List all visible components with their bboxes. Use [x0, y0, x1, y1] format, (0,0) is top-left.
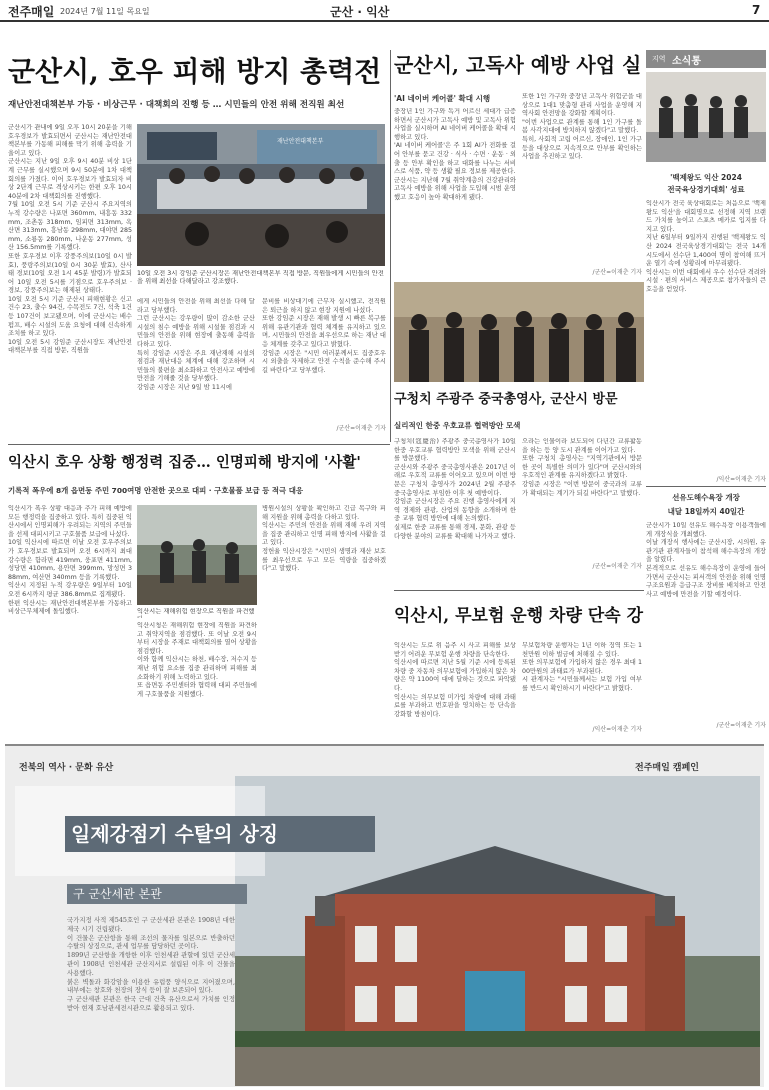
story1-caption: 10일 오전 3시 강임준 군산시장은 재난안전대책본부 직접 방문, 직원들에게 시민들의 안전을 위해 최선을 다해달라고 강조했다.	[137, 270, 384, 286]
sidebar-item1-body: 익산시가 전국 육상대회로는 처음으로 '백제왕도 익산'을 대회명으로 선정해 지역 브랜드 가치를 높이고 스포츠 메카로 입지를 다지고 있다. 지난 6일부터 9일까지 진행된 '백제왕도 익산 2024 전국육상경기대회'는 전국 14개 시도에서 선수단 1,400여 명이 참여해 뜨거운 열기 속에 성황리에 마무리됐다. 익산시는 이번 대회에서 우수 선수단 격려와 시설 · 편의 서비스 제공으로 참가자들의 큰 호응을 얻었다.	[646, 200, 766, 293]
story1-column-1: 군산시가 관내에 9일 오후 10시 20분을 기해 호우경보가 발효되면서 군산시는 재난안전대책본부를 가동해 피해를 막기 위해 총력을 기울이고 있다. 군산시는 지난 9일 오후 9시 40분 비상 1단계 근무를 실시했으며 9시 50분에 1차 대책회의를 가졌다. 이어 호우경보가 발효되자 비상 2단계 근무로 격상시키는 한편 오후 10시 40분에 2차 대책회의를 진행했다. 7월 10일 오전 5시 기준 군산시 주요지역의 누적 강수량은 나포면 360mm, 내흥동 332mm, 조촌동 318mm, 임피면 313mm, 옥산면 313mm, 흥남동 298mm, 대야면 285mm, 소룡동 280mm, 나운동 277mm, 성산 156.5mm를 기록했다. 또한 호우경보 이후 강풍주의보(10일 0시 발효), 풍랑주의보(10일 0시 30분 발효), 산사태 경보(10일 오전 1시 45분 발령)가 발효되어 10일 오전 5시를 기점으로 호우주의보 · 경보, 강풍주의보는 해제된 상태다. 10일 오전 5시 기준 군산시 피해현황은 신고건수 23, 출수 94건, 수목전도 7건, 석축 1건 등 107건이 보고됐으며, 이에 군산시는 배수펌프, 배수 시설의 도움 요청에 대해 신속하게 조치를 하고 있다. 10일 오전 5시 강임준 군산시장도 재난안전대책본부를 직접 방문, 직원들	[8, 124, 132, 355]
athletes-photo-illustration	[646, 72, 766, 162]
sidebar-item1-headline-1: '백제왕도 익산 2024	[670, 173, 742, 182]
campaign-title: 일제강점기 수탈의 상징	[65, 816, 375, 852]
sidebar-item2-body: 군산시가 10일 선유도 해수욕장 이용객들에게 개장식을 개최했다. 이날 개장식 행사에는 군산시장, 시의원, 유관기관 관계자들이 참석해 해수욕장의 개장을 알렸다. 본격적으로 선유도 해수욕장이 운영에 들어가면서 군산시는 피서객의 안전을 위해 인명구조요원과 응급구조 장비를 배치하고 안전사고 예방에 만전을 기할 예정이다.	[646, 522, 766, 598]
masthead-section: 군산 · 익산	[330, 5, 390, 19]
local-news-sidebar	[646, 50, 766, 730]
story5-column-1: 익산시는 도로 위 음주 시 사고 피해를 보상받기 어려운 무보험 운행 차량을 단속한다. 익산시에 따르면 지난 5월 기준 시에 등록된 차량 중 자동차 의무보험에 가입하지 않은 차량은 약 1100여 대에 달하는 것으로 파악됐다. 익산시는 의무보험 미가입 차량에 대해 과태료를 부과하고 번호판을 영치하는 등 단속을 강화할 방침이다.	[394, 642, 516, 718]
story1-credit: /군산=이재춘 기자	[336, 425, 386, 432]
story1-subhead: 재난안전대책본부 가동 · 비상근무 · 대책회의 진행 등 … 시민들의 안전 위해 전직원 최선	[8, 100, 345, 110]
sidebar-item1-credit: /익산=이재춘 기자	[716, 476, 766, 483]
sidebar-tag: 지역	[652, 55, 666, 63]
sidebar-item1-headline-2: 전국육상경기대회' 성료	[667, 185, 745, 194]
campaign-subtitle: 구 군산세관 본관	[67, 884, 247, 904]
story1-column-2: 에게 시민들의 안전을 위해 최선을 다해 달라고 당부했다. 그런 군산시는 강우량이 많이 감소한 군산시설의 침수 예방을 위해 시설물 점검과 시민들의 안전을 위해 현장에 출동해 총력을 다하고 있다. 특히 강임준 시장은 주요 재난재해 시설의 점검과 재난대응 체계에 대해 강조하며 시민들의 불편을 최소화하고 안전사고 예방에 만전을 기해줄 것을 당부했다. 강임준 시장은 지난 9일 밤 11시에	[137, 298, 255, 391]
story5-credit: /익산=이재춘 기자	[592, 726, 642, 733]
story3-column-1: 구청치(寇慶治) 주광주 중국총영사가 10일 한중 우호교류 협력방안 모색을 위해 군산시를 방문했다. 군산시와 주광주 중국총영사관은 2017년 이래로 우호적 교류를 이어오고 있으며 이번 방문은 구청치 총영사가 2024년 2월 주광주 중국총영사로 부임한 이후 첫 예방이다. 강임준 군산시장은 주요 진행 총영사에게 지역 경제와 관광, 산업의 동향을 소개하며 한중 교류 협력 방안에 대해 논의했다. 실제로 한중 교류를 통해 경제, 문화, 관광 등 다양한 분야의 교류를 확대해 나가자고 했다.	[394, 438, 516, 540]
story2-lead: 'AI 네이버 케어콜' 확대 시행	[394, 94, 491, 103]
story2-column-1: 중장년 1인 가구와 독거 어르신 세대가 급증하면서 군산시가 고독사 예방 및 고독사 위험 사업을 실시하며 AI 네이버 케어콜을 확대 시행하고 있다. 'AI 네이버 케어콜'은 주 1회 AI가 전화를 걸어 안부를 묻고 건강 · 식사 · 수면 · 운동 · 외출 등 안부 확인을 하고 대화를 나누는 서비스로 식품, 약 등 생활 필요 정보를 제공한다. 군산시는 지난해 7월 취약계층의 건강관리와 고독사 예방을 위해 사업을 도입해 시범 운영했고 호응이 높아 확대하게 됐다.	[394, 108, 516, 201]
story5-headline: 익산시, 무보험 운행 차량 단속 강	[394, 606, 643, 626]
story1-column-3: 문비를 비상대기에 근무자 실시했고, 전직원은 퇴근을 하지 않고 현장 지원에 나섰다. 또한 강임준 시장은 재해 발생 시 빠른 복구를 위해 유관기관과 협력 체계를 유지하고 있으며, 시민들의 안전을 최우선으로 하는 재난 대응 체계를 갖추고 있다고 밝혔다. 강임준 시장은 "시민 여러분께서도 집중호우 시 외출을 자제하고 안전 수칙을 준수해 주시길 바란다"고 당부했다.	[262, 298, 386, 374]
story4-column-3: 병원시설의 상황을 확인하고 긴급 복구와 피해 지원을 위해 총력을 다하고 있다. 익산시는 주민의 안전을 위해 재해 우려 지역을 집중 관리하고 인명 피해 방지에 사활을 걸고 있다. 정헌율 익산시장은 "시민의 생명과 재산 보호를 최우선으로 두고 모든 역량을 집중하겠다"고 말했다.	[262, 505, 386, 573]
divider	[646, 486, 766, 487]
masthead-date: 2024년 7월 11일 목요일	[60, 7, 150, 16]
sidebar-header	[646, 50, 766, 68]
campaign-brand: 전주매일 캠페인	[635, 763, 699, 773]
divider	[394, 590, 644, 591]
sidebar-item2-headline-2: 내달 18일까지 40일간	[667, 507, 745, 516]
story2-headline: 군산시, 고독사 예방 사업 실	[394, 53, 642, 77]
sidebar-item2-headline-1: 선유도해수욕장 개장	[672, 493, 740, 502]
divider	[390, 50, 391, 442]
story3-credit: /군산=이재춘 기자	[592, 563, 642, 570]
story1-photo	[137, 124, 385, 266]
story1-headline: 군산시, 호우 피해 방지 총력전	[8, 55, 382, 88]
story2-column-2: 또한 1인 가구와 중장년 고독사 위험군을 대상으로 1대1 맞춤형 관리 사업을 운영해 지역사회 안전망을 강화할 계획이다. "이번 사업으로 관계를 통해 1인 가구를 돌봄 사각지대에 방치하지 않겠다"고 말했다. 특히, 사회적 고립 어르신, 장애인, 1인 가구 등을 대상으로 지속적으로 안부를 확인하는 사업을 추진하고 있다.	[522, 93, 642, 161]
divider	[8, 444, 390, 445]
story4-subhead: 기록적 폭우에 8개 읍면동 주민 700여명 안전한 곳으로 대피 · 구호물품 보급 등 적극 대응	[8, 486, 304, 495]
story4-column-2: 익산시청은 재해위험 현장에 직원을 파견하고 취약지역을 점검했다. 또 이날 오전 9시부터 시장을 주재로 대책회의를 열어 상황을 점검했다. 이와 함께 익산시는 하천, 배수장, 저수지 등 재난 위험 요소를 집중 관리하며 피해를 최소화하기 위해 노력하고 있다. 또 읍면동 주민센터와 협력해 대피 주민들에게 구호물품을 지원했다.	[137, 622, 257, 698]
story4-column-1: 익산시가 폭우 상황 대응과 추가 피해 예방에 모든 행정력을 집중하고 있다. 특히 집중된 익산시에서 인명피해가 우려되는 지역의 주민들을 선제 대피시키고 구호물품 보급에 나섰다. 10일 익산시에 따르면 이날 오전 호우주의보가 호우경보로 발효되며 오전 6시까지 최대 강수량은 함라면 419mm, 웅포면 411mm, 성당면 410mm, 용안면 399mm, 망성면 388mm, 여산면 340mm 등을 기록했다. 익산시 지정된 누적 강우량은 9일부터 10일 오전 6시까지 평균 386.8mm로 집계됐다. 한편 익산시는 재난안전대책본부를 가동하고 비상근무체제에 돌입했다.	[8, 505, 132, 616]
story3-column-2: 으라는 인물이라 보도되어 다년간 교류활동을 하는 등 양 도시 관계를 이어가고 있다. 또한 구청치 총영사는 "지역기관에서 방문한 곳이 특별한 의미가 있다"며 군산시와의 우호적인 관계를 유지하겠다고 밝혔다. 강임준 시장은 "이번 방문이 중국과의 교류가 확대되는 계기가 되길 바란다"고 말했다.	[522, 438, 642, 497]
story3-headline: 구청치 주광주 중국총영사, 군산시 방문	[394, 392, 618, 407]
story5-column-2: 무보험차량 운행자는 1년 이하 징역 또는 1천만원 이하 벌금에 처해질 수 있다. 또한 의무보험에 가입하지 않은 경우 최대 100만원의 과태료가 부과된다. 시 관계자는 "시민들께서는 보험 가입 여부를 반드시 확인하시기 바란다"고 밝혔다.	[522, 642, 642, 692]
sidebar-photo	[646, 72, 766, 162]
flood-site-photo-illustration	[137, 505, 257, 605]
story4-caption: 익산시는 재해위험 현장으로 직원을 파견했	[137, 608, 255, 615]
story4-photo	[137, 505, 257, 605]
sidebar-title: 소식통	[672, 56, 701, 67]
group-photo-illustration	[394, 282, 644, 382]
story4-headline: 익산시 호우 상황 행정력 집중… 인명피해 방지에 '사활'	[8, 454, 361, 471]
page-number: 7	[752, 3, 761, 17]
story3-lead: 실리적인 한중 우호교류 협력방안 모색	[394, 421, 521, 430]
story1-photo-banner: 재난안전대책본부	[277, 138, 324, 145]
campaign-series: 전북의 역사 · 문화 유산	[19, 763, 114, 773]
campaign-body: 국가지정 사적 제545호인 구 군산세관 본관은 1908년 대한제국 시기 건립됐다. 이 건물은 군산항을 통해 조선의 물자를 일본으로 반출하던 수탈의 상징으로, 관세 업무를 담당하던 곳이다. 1899년 군산항을 개항한 이후 인천세관 관할에 있던 군산세관이 1908년 인천세관 군산지서로 설립된 이후 이 건물을 사용했다. 붉은 벽돌과 화강암을 이용한 유럽풍 양식으로 지어졌으며, 내부에는 창호와 천장의 장식 등이 잘 보존되어 있다. 구 군산세관 본관은 한국 근대 건축 유산으로서 가치를 인정받아 현재 호남관세전시관으로 활용되고 있다.	[67, 916, 235, 1012]
masthead-brand: 전주매일	[8, 5, 55, 19]
story3-photo	[394, 282, 644, 382]
sidebar-item2-credit: /군산=이재춘 기자	[716, 722, 766, 729]
masthead	[0, 0, 769, 22]
heritage-campaign	[5, 744, 764, 1087]
story2-credit: /군산=이재춘 기자	[592, 269, 642, 276]
meeting-photo-illustration	[137, 124, 385, 266]
